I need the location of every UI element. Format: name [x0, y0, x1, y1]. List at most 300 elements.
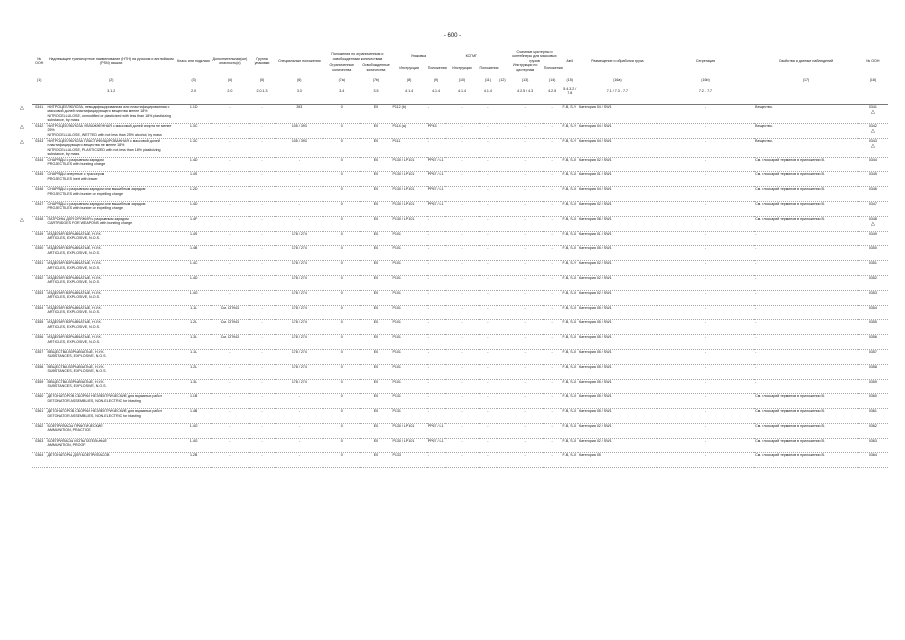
un-number-right-cell: [858, 409, 888, 424]
un-number-cell: [32, 409, 47, 424]
ibc-provision-cell: -: [479, 290, 498, 305]
un-number: 0359: [868, 379, 877, 384]
class-cell: 1.3C: [176, 138, 211, 157]
table-row: [32, 453, 888, 468]
header-properties: Свойства и данные наблюдений: [778, 58, 834, 63]
un-number-right-cell: [858, 187, 888, 202]
class-cell: 1.3L: [176, 335, 211, 350]
ems-cell: F-B, S-X: [561, 394, 578, 409]
ibc-provision-cell: -: [479, 394, 498, 409]
un-number: 0364: [35, 453, 44, 458]
column-number: (9): [433, 78, 439, 83]
un-number-right-cell: [858, 379, 888, 394]
tank-provision-cell: -: [543, 104, 562, 123]
properties-cell: См. глоссарий терминов в приложении В.: [754, 216, 858, 231]
segregation-cell: -: [657, 379, 754, 394]
tank-provision-cell: -: [543, 379, 562, 394]
header-special-provisions: Специальные положения: [278, 58, 321, 63]
un-number-cell: [32, 231, 47, 246]
ibc-provision-cell: -: [479, 409, 498, 424]
packing-group-cell: -: [249, 138, 276, 157]
ems-cell: F-B, S-X: [561, 409, 578, 424]
packing-provision-cell: PP67 / L1: [427, 172, 446, 187]
packing-instruction-cell: P101: [392, 320, 427, 335]
packing-group-cell: -: [249, 172, 276, 187]
shipping-name-en: NITROCELLULOSE, WETTED with not less than 25% alcohol, by mass: [47, 132, 162, 137]
stowage-cell: Категория 05 / SW1: [578, 379, 657, 394]
column-reference: 4.1.4: [427, 87, 446, 104]
special-provisions-cell: 178 / 274: [275, 290, 323, 305]
header-un-number: № ООН: [35, 56, 44, 66]
un-number: 0358: [35, 364, 44, 369]
tank-provision-cell: -: [543, 320, 562, 335]
packing-group-cell: -: [249, 261, 276, 276]
ibc-provision-cell: -: [479, 172, 498, 187]
header-portable-tanks: Съемные цистерны и контейнеры для массовых грузов: [512, 50, 557, 63]
packing-instruction-cell: P101: [392, 379, 427, 394]
subsidiary-hazard-cell: -: [211, 423, 248, 438]
un-number-right-cell: [858, 157, 888, 172]
class-cell: 1.2L: [176, 364, 211, 379]
un-number: 0355: [868, 320, 877, 325]
stowage-cell: Категория 04 / SW1: [578, 104, 657, 123]
header-subsidiary-hazard: Дополнительная(ые) опасность(и): [212, 56, 248, 66]
header-ems: АвЧ: [566, 58, 574, 63]
un-number-right-cell: [858, 261, 888, 276]
un-number-right-cell: [858, 104, 888, 123]
packing-instruction-cell: P101: [392, 335, 427, 350]
un-number-right-cell: [858, 453, 888, 468]
header-ibc-instructions: Инструкции: [452, 65, 472, 70]
packing-group-cell: -: [249, 216, 276, 231]
un-number: 0349: [868, 231, 877, 236]
un-number-right-cell: [858, 123, 888, 138]
special-provisions-cell: 178 / 274: [275, 364, 323, 379]
shipping-name-en: ARTICLES, EXPLOSIVE, N.O.S.: [47, 339, 100, 344]
stowage-cell: Категория 04 / SW1: [578, 187, 657, 202]
header-packing-group: Группа упаковки: [254, 56, 270, 66]
blank-cell: [497, 123, 507, 138]
ibc-instruction-cell: -: [445, 335, 478, 350]
packing-provision-cell: -: [427, 379, 446, 394]
limited-quantity-cell: 0: [323, 364, 360, 379]
column-number: (11): [484, 78, 491, 83]
excepted-quantity-cell: E0: [360, 187, 391, 202]
column-reference: [497, 87, 507, 104]
un-number-cell: [32, 261, 47, 276]
segregation-cell: -: [657, 349, 754, 364]
limited-quantity-cell: 0: [323, 246, 360, 261]
special-provisions-cell: -: [275, 157, 323, 172]
table-row: [32, 320, 888, 335]
limited-quantity-cell: 0: [323, 275, 360, 290]
properties-cell: -: [754, 349, 858, 364]
un-number-cell: [32, 172, 47, 187]
un-number: 0345: [868, 172, 877, 177]
header-packing-instructions: Инструкции: [399, 65, 419, 70]
amendment-triangle-icon: △: [20, 138, 24, 145]
packing-instruction-cell: P131: [392, 409, 427, 424]
shipping-name-cell: [47, 305, 177, 320]
un-number: 0360: [35, 394, 44, 399]
amendment-triangle-icon: △: [20, 123, 24, 130]
shipping-name-en: AMMUNITION, PRACTICE: [47, 428, 91, 433]
stowage-cell: Категория 02 / SW1: [578, 157, 657, 172]
ems-cell: F-B, S-X: [561, 201, 578, 216]
limited-quantity-cell: 0: [323, 394, 360, 409]
limited-quantity-cell: 0: [323, 305, 360, 320]
shipping-name-ru: СНАРЯДЫ инертные с трассером: [47, 172, 105, 177]
packing-group-cell: -: [249, 349, 276, 364]
packing-instruction-cell: P133: [392, 453, 427, 468]
subsidiary-hazard-cell: -: [211, 394, 248, 409]
subsidiary-hazard-cell: -: [211, 261, 248, 276]
column-reference: 3.1.2: [47, 87, 177, 104]
table-row: [32, 290, 888, 305]
un-number: 0346: [35, 187, 44, 192]
un-number-right-cell: [858, 231, 888, 246]
un-number-right-cell: [858, 423, 888, 438]
packing-provision-cell: PP67 / L1: [427, 438, 446, 453]
limited-quantity-cell: 0: [323, 438, 360, 453]
column-reference: 4.2.5: [543, 87, 562, 104]
subsidiary-hazard-cell: См. СП943: [211, 305, 248, 320]
un-number-cell: [32, 335, 47, 350]
table-row: [32, 438, 888, 453]
column-number: (8): [406, 78, 412, 83]
subsidiary-hazard-cell: См. СП943: [211, 320, 248, 335]
segregation-cell: -: [657, 201, 754, 216]
table-row: [32, 275, 888, 290]
stowage-cell: Категория 04 / SW1: [578, 138, 657, 157]
shipping-name-ru: СНАРЯДЫ с разрывным зарядом или вышибным зарядом: [47, 187, 146, 192]
packing-group-cell: -: [249, 201, 276, 216]
properties-cell: Вещество.: [754, 104, 858, 123]
stowage-cell: Категория 05 / SW1: [578, 320, 657, 335]
ibc-instruction-cell: -: [445, 320, 478, 335]
ibc-provision-cell: -: [479, 364, 498, 379]
column-number: (16b): [701, 78, 710, 83]
shipping-name-en: AMMUNITION, PROOF: [47, 443, 86, 448]
subsidiary-hazard-cell: -: [211, 201, 248, 216]
shipping-name-en: ARTICLES, EXPLOSIVE, N.O.S.: [47, 250, 100, 255]
page-number: - 600 -: [443, 33, 462, 39]
packing-group-cell: -: [249, 320, 276, 335]
shipping-name-en: PROJECTILES with burster or expelling charge: [47, 191, 124, 196]
ems-cell: F-B, S-X: [561, 305, 578, 320]
ems-cell: F-B, S-X: [561, 335, 578, 350]
blank-cell: [497, 104, 507, 123]
packing-provision-cell: -: [427, 275, 446, 290]
tank-instruction-cell: -: [508, 364, 543, 379]
packing-provision-cell: -: [427, 305, 446, 320]
tank-instruction-cell: -: [508, 275, 543, 290]
packing-instruction-cell: P101: [392, 305, 427, 320]
stowage-cell: Категория 02 / SW1: [578, 275, 657, 290]
shipping-name-ru: ДЕТОНАТОРОВ СБОРКИ НЕЭЛЕКТРИЧЕСКИЕ для взрывных работ: [47, 394, 163, 399]
packing-provision-cell: -: [427, 216, 446, 231]
packing-provision-cell: PP67 / L1: [427, 423, 446, 438]
shipping-name-cell: [47, 261, 177, 276]
un-number-cell: [20, 123, 47, 138]
ibc-provision-cell: -: [479, 157, 498, 172]
packing-provision-cell: -: [427, 246, 446, 261]
packing-instruction-cell: P101: [392, 364, 427, 379]
table-row: [32, 172, 888, 187]
un-number: 0348: [35, 216, 44, 221]
shipping-name-cell: [47, 320, 177, 335]
tank-instruction-cell: -: [508, 104, 543, 123]
column-reference: 2.0.1.3: [249, 87, 276, 104]
stowage-cell: Категория 05 / SW1: [578, 394, 657, 409]
subsidiary-hazard-cell: -: [211, 409, 248, 424]
ibc-provision-cell: -: [479, 187, 498, 202]
tank-instruction-cell: -: [508, 172, 543, 187]
header-limited-quantities: Ограниченные количества: [329, 63, 355, 72]
un-number-cell: [32, 187, 47, 202]
tank-instruction-cell: -: [508, 438, 543, 453]
tank-instruction-cell: -: [508, 320, 543, 335]
blank-cell: [497, 349, 507, 364]
packing-provision-cell: -: [427, 453, 446, 468]
tank-instruction-cell: -: [508, 290, 543, 305]
un-number-cell: [32, 157, 47, 172]
shipping-name-cell: [47, 364, 177, 379]
subsidiary-hazard-cell: -: [211, 216, 248, 231]
un-number: 0350: [35, 246, 44, 251]
column-number: (4): [227, 78, 233, 83]
class-cell: 1.1L: [176, 305, 211, 320]
tank-instruction-cell: -: [508, 423, 543, 438]
shipping-name-cell: [47, 104, 177, 123]
segregation-cell: -: [657, 187, 754, 202]
amendment-triangle-icon: △: [20, 104, 24, 111]
stowage-cell: Категория 04 / SW1: [578, 123, 657, 138]
column-number: (18): [869, 78, 877, 83]
ems-cell: F-B, S-X: [561, 349, 578, 364]
un-number: 0342: [35, 123, 44, 128]
ems-cell: F-B, S-X: [561, 290, 578, 305]
packing-instruction-cell: P131: [392, 394, 427, 409]
ibc-instruction-cell: -: [445, 409, 478, 424]
shipping-name-cell: [47, 231, 177, 246]
stowage-cell: Категория 02 / SW1: [578, 290, 657, 305]
tank-provision-cell: -: [543, 349, 562, 364]
table-header: [32, 50, 888, 104]
column-reference: 4.1.4: [479, 87, 498, 104]
blank-cell: [497, 409, 507, 424]
excepted-quantity-cell: E0: [360, 231, 391, 246]
properties-cell: -: [754, 231, 858, 246]
ibc-provision-cell: -: [479, 379, 498, 394]
properties-cell: -: [754, 305, 858, 320]
table-row: [32, 157, 888, 172]
shipping-name-en: SUBSTANCES, EXPLOSIVE, N.O.S.: [47, 383, 107, 388]
shipping-name-ru: НИТРОЦЕЛЛЮЛОЗА УВЛАЖНЕННАЯ с массовой долей спирта не менее 25%: [47, 123, 172, 133]
tank-provision-cell: -: [543, 216, 562, 231]
packing-instruction-cell: P130 / LP101: [392, 423, 427, 438]
shipping-name-ru: ИЗДЕЛИЯ ВЗРЫВЧАТЫЕ, Н.У.К.: [47, 275, 102, 280]
column-number: (13): [521, 78, 529, 83]
excepted-quantity-cell: E0: [360, 138, 391, 157]
excepted-quantity-cell: E0: [360, 409, 391, 424]
header-segregation: Сегрегация: [695, 58, 716, 63]
ibc-provision-cell: -: [479, 104, 498, 123]
packing-group-cell: -: [249, 157, 276, 172]
un-number-right-cell: [858, 335, 888, 350]
tank-instruction-cell: -: [508, 187, 543, 202]
tank-provision-cell: -: [543, 172, 562, 187]
shipping-name-en: ARTICLES, EXPLOSIVE, N.O.S.: [47, 280, 100, 285]
stowage-cell: Категория 01 / SW1: [578, 231, 657, 246]
column-reference: 3.4: [323, 87, 360, 104]
blank-cell: [497, 187, 507, 202]
properties-cell: -: [754, 335, 858, 350]
ems-cell: F-B, S-Y: [561, 138, 578, 157]
un-number: 0347: [868, 201, 877, 206]
un-number: 0347: [35, 201, 44, 206]
blank-cell: [497, 172, 507, 187]
ibc-instruction-cell: -: [445, 187, 478, 202]
shipping-name-ru: ПАТРОНЫ ДЛЯ ОРУЖИЯ с разрывным зарядом: [47, 216, 129, 221]
shipping-name-cell: [47, 157, 177, 172]
special-provisions-cell: -: [275, 394, 323, 409]
un-number-right-cell: [858, 394, 888, 409]
column-number: (16a): [613, 78, 622, 83]
column-number: (3): [191, 78, 196, 83]
shipping-name-ru: БОЕПРИПАСЫ ИСПЫТАТЕЛЬНЫЕ: [47, 438, 107, 443]
ibc-provision-cell: -: [479, 201, 498, 216]
excepted-quantity-cell: E0: [360, 157, 391, 172]
ibc-instruction-cell: -: [445, 394, 478, 409]
packing-instruction-cell: P101: [392, 261, 427, 276]
class-cell: 1.4D: [176, 275, 211, 290]
column-reference: [32, 87, 47, 104]
ibc-instruction-cell: -: [445, 261, 478, 276]
blank-cell: [497, 423, 507, 438]
shipping-name-en: SUBSTANCES, EXPLOSIVE, N.O.S.: [47, 354, 107, 359]
shipping-name-cell: [47, 123, 177, 138]
ibc-instruction-cell: -: [445, 275, 478, 290]
shipping-name-en: PROJECTILES with bursting charge: [47, 162, 106, 167]
tank-provision-cell: -: [543, 423, 562, 438]
class-cell: 1.1D: [176, 104, 211, 123]
un-number-right-cell: [858, 246, 888, 261]
un-number-cell: [32, 349, 47, 364]
shipping-name-en: ARTICLES, EXPLOSIVE, N.O.S.: [47, 324, 100, 329]
shipping-name-ru: СНАРЯДЫ с разрывным зарядом или вышибным зарядом: [47, 201, 146, 206]
un-number-right-cell: [858, 172, 888, 187]
tank-instruction-cell: -: [508, 201, 543, 216]
ems-cell: F-B, S-X: [561, 438, 578, 453]
amendment-triangle-icon: △: [870, 221, 875, 228]
tank-instruction-cell: -: [508, 305, 543, 320]
special-provisions-cell: 393: [275, 104, 323, 123]
tank-provision-cell: -: [543, 138, 562, 157]
ems-cell: F-B, S-X: [561, 320, 578, 335]
un-number: 0354: [35, 305, 44, 310]
packing-group-cell: -: [249, 453, 276, 468]
tank-provision-cell: -: [543, 453, 562, 468]
stowage-cell: Категория 01 / SW1: [578, 172, 657, 187]
shipping-name-en: CARTRIDGES FOR WEAPONS with bursting charge: [47, 221, 133, 226]
segregation-cell: -: [657, 216, 754, 231]
packing-group-cell: -: [249, 423, 276, 438]
packing-provision-cell: -: [427, 364, 446, 379]
un-number-cell: [32, 275, 47, 290]
un-number-cell: [32, 394, 47, 409]
shipping-name-cell: [47, 275, 177, 290]
ems-cell: F-B, S-Y: [561, 261, 578, 276]
segregation-cell: -: [657, 231, 754, 246]
header-packing: Упаковка: [410, 54, 427, 59]
limited-quantity-cell: 0: [323, 138, 360, 157]
tank-provision-cell: -: [543, 231, 562, 246]
special-provisions-cell: 178 / 274: [275, 320, 323, 335]
excepted-quantity-cell: E0: [360, 453, 391, 468]
class-cell: 1.4S: [176, 231, 211, 246]
segregation-cell: -: [657, 364, 754, 379]
un-number-cell: [32, 438, 47, 453]
un-number-cell: [32, 201, 47, 216]
class-cell: 1.1B: [176, 394, 211, 409]
class-cell: 1.4B: [176, 246, 211, 261]
properties-cell: -: [754, 364, 858, 379]
table-row: [32, 231, 888, 246]
limited-quantity-cell: 0: [323, 187, 360, 202]
packing-instruction-cell: P101: [392, 290, 427, 305]
packing-provision-cell: PP67 / L1: [427, 187, 446, 202]
segregation-cell: -: [657, 290, 754, 305]
ibc-provision-cell: -: [479, 261, 498, 276]
properties-cell: См. глоссарий терминов в приложении В.: [754, 409, 858, 424]
segregation-cell: -: [657, 172, 754, 187]
packing-provision-cell: PP43: [427, 123, 446, 138]
table-row: [32, 335, 888, 350]
properties-cell: -: [754, 261, 858, 276]
header-un-number-right: № ООН: [866, 58, 880, 63]
packing-group-cell: -: [249, 335, 276, 350]
shipping-name-cell: [47, 335, 177, 350]
packing-instruction-cell: P101: [392, 246, 427, 261]
un-number: 0354: [868, 305, 877, 310]
subsidiary-hazard-cell: -: [211, 453, 248, 468]
column-reference-row: [32, 87, 888, 104]
un-number-cell: [32, 305, 47, 320]
packing-instruction-cell: P101: [392, 349, 427, 364]
un-number: 0343: [868, 138, 877, 143]
shipping-name-en: DETONATOR ASSEMBLIES, NON-ELECTRIC for blasting: [47, 398, 141, 403]
class-cell: 1.2B: [176, 453, 211, 468]
packing-instruction-cell: P130 / LP101: [392, 216, 427, 231]
properties-cell: -: [754, 379, 858, 394]
properties-cell: См. глоссарий терминов в приложении В.: [754, 157, 858, 172]
limited-quantity-cell: 0: [323, 379, 360, 394]
ibc-instruction-cell: -: [445, 438, 478, 453]
packing-instruction-cell: P111: [392, 138, 427, 157]
stowage-cell: Категория 05 / SW1: [578, 335, 657, 350]
tank-instruction-cell: -: [508, 246, 543, 261]
shipping-name-cell: [47, 187, 177, 202]
shipping-name-ru: ИЗДЕЛИЯ ВЗРЫВЧАТЫЕ, Н.У.К.: [47, 261, 102, 266]
stowage-cell: Категория 05 / SW1: [578, 364, 657, 379]
limited-quantity-cell: 0: [323, 453, 360, 468]
excepted-quantity-cell: E0: [360, 201, 391, 216]
table-row: [32, 379, 888, 394]
ems-cell: F-B, S-X: [561, 187, 578, 202]
packing-group-cell: -: [249, 438, 276, 453]
shipping-name-cell: [47, 290, 177, 305]
